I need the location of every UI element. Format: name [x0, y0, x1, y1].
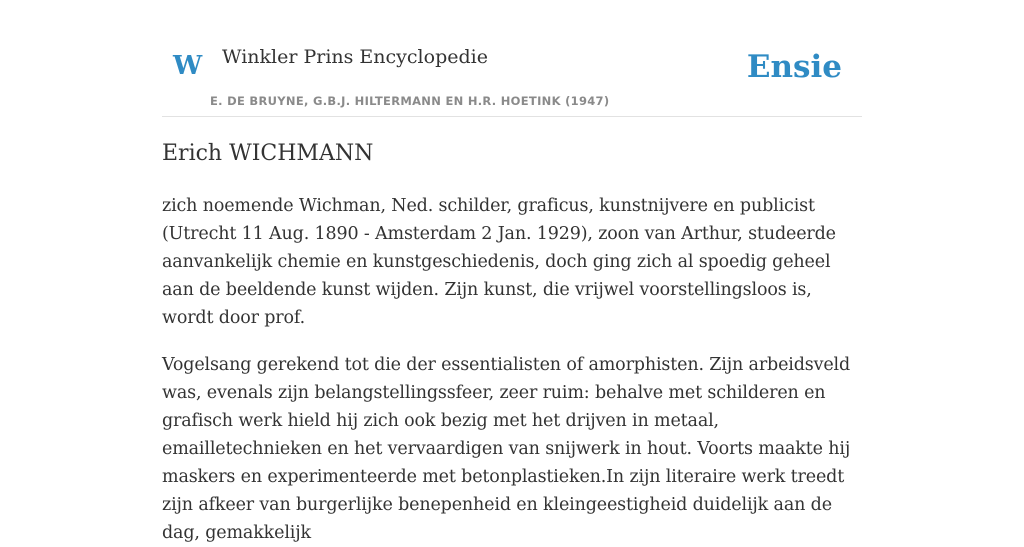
byline-authors: E. DE BRUYNE, G.B.J. HILTERMANN EN H.R. HOETINK (1947): [210, 94, 610, 108]
page-container: [162, 0, 862, 543]
article-paragraph-2: Vogelsang gerekend tot die der essentialisten of amorphisten. Zijn arbeidsveld was, evenals zijn belangstellingssfeer, zeer ruim: behalve met schilderen en grafisch werk hield hij zich ook bezig met het drijven in metaal, emailletechnieken en het vervaardigen van snijwerk in hout. Voorts maakte hij maskers en experimenteerde met betonplastieken.In zijn literaire werk treedt zijn afkeer van burgerlijke benepenheid en kleingeestigheid duidelijk aan de dag, gemakkelijk: [162, 355, 851, 543]
winkler-prins-logo-icon[interactable]: W: [173, 51, 203, 81]
ensie-brand-logo[interactable]: Ensie: [746, 49, 842, 85]
article-title: Erich WICHMANN: [162, 141, 374, 166]
site-title-link[interactable]: Winkler Prins Encyclopedie: [222, 46, 488, 68]
site-header: [162, 0, 862, 117]
article-paragraph-1: zich noemende Wichman, Ned. schilder, graficus, kunstnijvere en publicist (Utrecht 11 Aug. 1890 - Amsterdam 2 Jan. 1929), zoon van Arthur, studeerde aanvankelijk chemie en kunstgeschiedenis, doch ging zich al spoedig geheel aan de beeldende kunst wijden. Zijn kunst, die vrijwel voorstellingsloos is, wordt door prof.: [162, 196, 836, 328]
